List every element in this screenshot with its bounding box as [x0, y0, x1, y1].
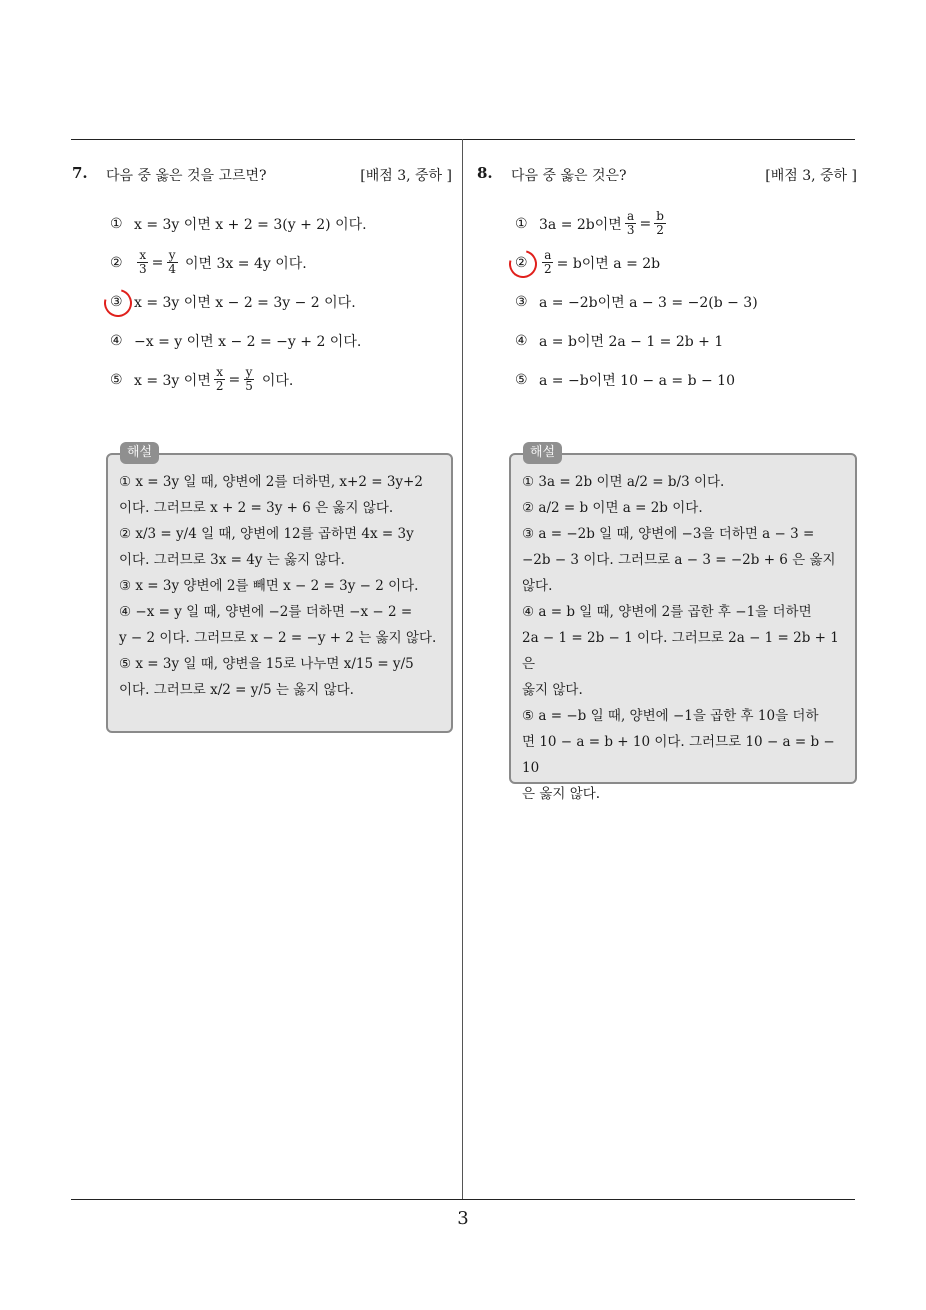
choice-mark: ②: [110, 254, 123, 271]
numerator: b: [656, 209, 664, 223]
denominator: 3: [139, 262, 147, 276]
question-header: [72, 160, 452, 186]
explanation-line: −2b − 3 이다. 그러므로 a − 3 = −2b + 6 은 옳지: [522, 552, 836, 568]
numerator: a: [627, 209, 635, 223]
explanation-line: 옳지 않다.: [522, 682, 583, 698]
answer-circle-icon: [99, 283, 137, 321]
equals: =: [151, 254, 164, 271]
equals: =: [228, 371, 241, 388]
fraction: [654, 210, 666, 237]
question-number: 8.: [477, 164, 493, 182]
explanation-line: ④ a = b 일 때, 양변에 2를 곱한 후 −1을 더하면: [522, 604, 812, 620]
choice-2[interactable]: [110, 243, 452, 282]
numerator: x: [216, 365, 224, 379]
explanation-tag: 해설: [120, 442, 159, 464]
fraction: [137, 249, 149, 276]
choice-mark: ③: [110, 293, 123, 310]
numerator: a: [544, 248, 552, 262]
top-rule: [71, 139, 855, 140]
choice-text: 이면 3x = 4y 이다.: [185, 255, 307, 272]
choice-mark: ⑤: [110, 371, 123, 388]
explanation-box-8: [509, 445, 857, 802]
choice-text: x = 3y 이면 x + 2 = 3(y + 2) 이다.: [134, 216, 367, 233]
explanation-line: 이다. 그러므로 x/2 = y/5 는 옳지 않다.: [119, 682, 354, 698]
question-meta: [배점 3, 중하 ]: [765, 168, 857, 184]
explanation-line: ⑤ x = 3y 일 때, 양변을 15로 나누면 x/15 = y/5: [119, 656, 414, 672]
explanation-line: 이다. 그러므로 x + 2 = 3y + 6 은 옳지 않다.: [119, 500, 394, 516]
choice-4[interactable]: [110, 321, 452, 360]
choice-list: [110, 204, 452, 399]
choice-text: = b이면 a = 2b: [556, 255, 661, 272]
choice-text: a = −2b이면 a − 3 = −2(b − 3): [539, 294, 758, 311]
numerator: y: [168, 248, 176, 262]
explanation-line: ① x = 3y 일 때, 양변에 2를 더하면, x+2 = 3y+2: [119, 474, 423, 490]
question-text: 다음 중 옳은 것은?: [511, 168, 627, 184]
fraction: [243, 366, 255, 393]
question-number: 7.: [72, 164, 88, 182]
explanation-line: ① 3a = 2b 이면 a/2 = b/3 이다.: [522, 474, 725, 490]
denominator: 2: [656, 223, 664, 237]
explanation-line: ② x/3 = y/4 일 때, 양변에 12를 곱하면 4x = 3y: [119, 526, 414, 542]
answer-circle-icon: [504, 244, 542, 282]
explanation-line: 않다.: [522, 578, 553, 594]
explanation-line: ⑤ a = −b 일 때, 양변에 −1을 곱한 후 10을 더하: [522, 708, 819, 724]
question-meta: [배점 3, 중하 ]: [360, 168, 452, 184]
question-7: [72, 160, 452, 399]
choice-4[interactable]: [515, 321, 857, 360]
choice-mark: ①: [515, 215, 528, 232]
explanation-line: 2a − 1 = 2b − 1 이다. 그러므로 2a − 1 = 2b + 1 은: [522, 630, 839, 672]
bottom-rule: [71, 1199, 855, 1200]
denominator: 2: [544, 262, 552, 276]
explanation-line: 이다. 그러므로 3x = 4y 는 옳지 않다.: [119, 552, 345, 568]
choice-text: x = 3y 이면 x − 2 = 3y − 2 이다.: [134, 294, 356, 311]
choice-1[interactable]: [110, 204, 452, 243]
equals: =: [639, 215, 652, 232]
denominator: 3: [626, 223, 635, 237]
denominator: 2: [215, 379, 224, 393]
choice-mark: ②: [515, 254, 528, 271]
denominator: 5: [245, 379, 253, 393]
explanation-line: ② a/2 = b 이면 a = 2b 이다.: [522, 500, 703, 516]
choice-1[interactable]: [515, 204, 857, 243]
page-number: 3: [457, 1208, 469, 1229]
choice-text: a = b이면 2a − 1 = 2b + 1: [539, 333, 724, 350]
choice-mark: ③: [515, 293, 528, 310]
choice-list: [515, 204, 857, 399]
choice-3[interactable]: [515, 282, 857, 321]
explanation-box-7: [106, 445, 453, 733]
fraction: [166, 249, 178, 276]
column-divider: [462, 139, 463, 1200]
question-header: [477, 160, 857, 186]
choice-mark: ④: [515, 332, 528, 349]
denominator: 4: [168, 262, 177, 276]
explanation-line: ③ a = −2b 일 때, 양변에 −3을 더하면 a − 3 =: [522, 526, 815, 542]
fraction: [542, 249, 554, 276]
choice-mark: ⑤: [515, 371, 528, 388]
explanation-line: 면 10 − a = b + 10 이다. 그러므로 10 − a = b − 10: [522, 734, 835, 776]
question-text: 다음 중 옳은 것을 고르면?: [106, 168, 267, 184]
explanation-line: ③ x = 3y 양변에 2를 빼면 x − 2 = 3y − 2 이다.: [119, 578, 419, 594]
explanation-line: 은 옳지 않다.: [522, 786, 601, 802]
explanation-line: y − 2 이다. 그러므로 x − 2 = −y + 2 는 옳지 않다.: [119, 630, 437, 646]
numerator: y: [245, 365, 253, 379]
choice-prefix: 3a = 2b이면: [539, 216, 622, 233]
choice-mark: ④: [110, 332, 123, 349]
explanation-tag: 해설: [523, 442, 562, 464]
choice-5[interactable]: [515, 360, 857, 399]
question-8: [477, 160, 857, 399]
choice-text: 이다.: [261, 372, 294, 389]
choice-prefix: x = 3y 이면: [134, 372, 211, 389]
choice-5[interactable]: [110, 360, 452, 399]
fraction: [214, 366, 226, 393]
choice-mark: ①: [110, 215, 123, 232]
explanation-line: ④ −x = y 일 때, 양변에 −2를 더하면 −x − 2 =: [119, 604, 413, 620]
choice-2[interactable]: [515, 243, 857, 282]
choice-3[interactable]: [110, 282, 452, 321]
numerator: x: [139, 248, 147, 262]
choice-text: a = −b이면 10 − a = b − 10: [539, 372, 735, 389]
choice-text: −x = y 이면 x − 2 = −y + 2 이다.: [134, 333, 362, 350]
fraction: [625, 210, 637, 237]
